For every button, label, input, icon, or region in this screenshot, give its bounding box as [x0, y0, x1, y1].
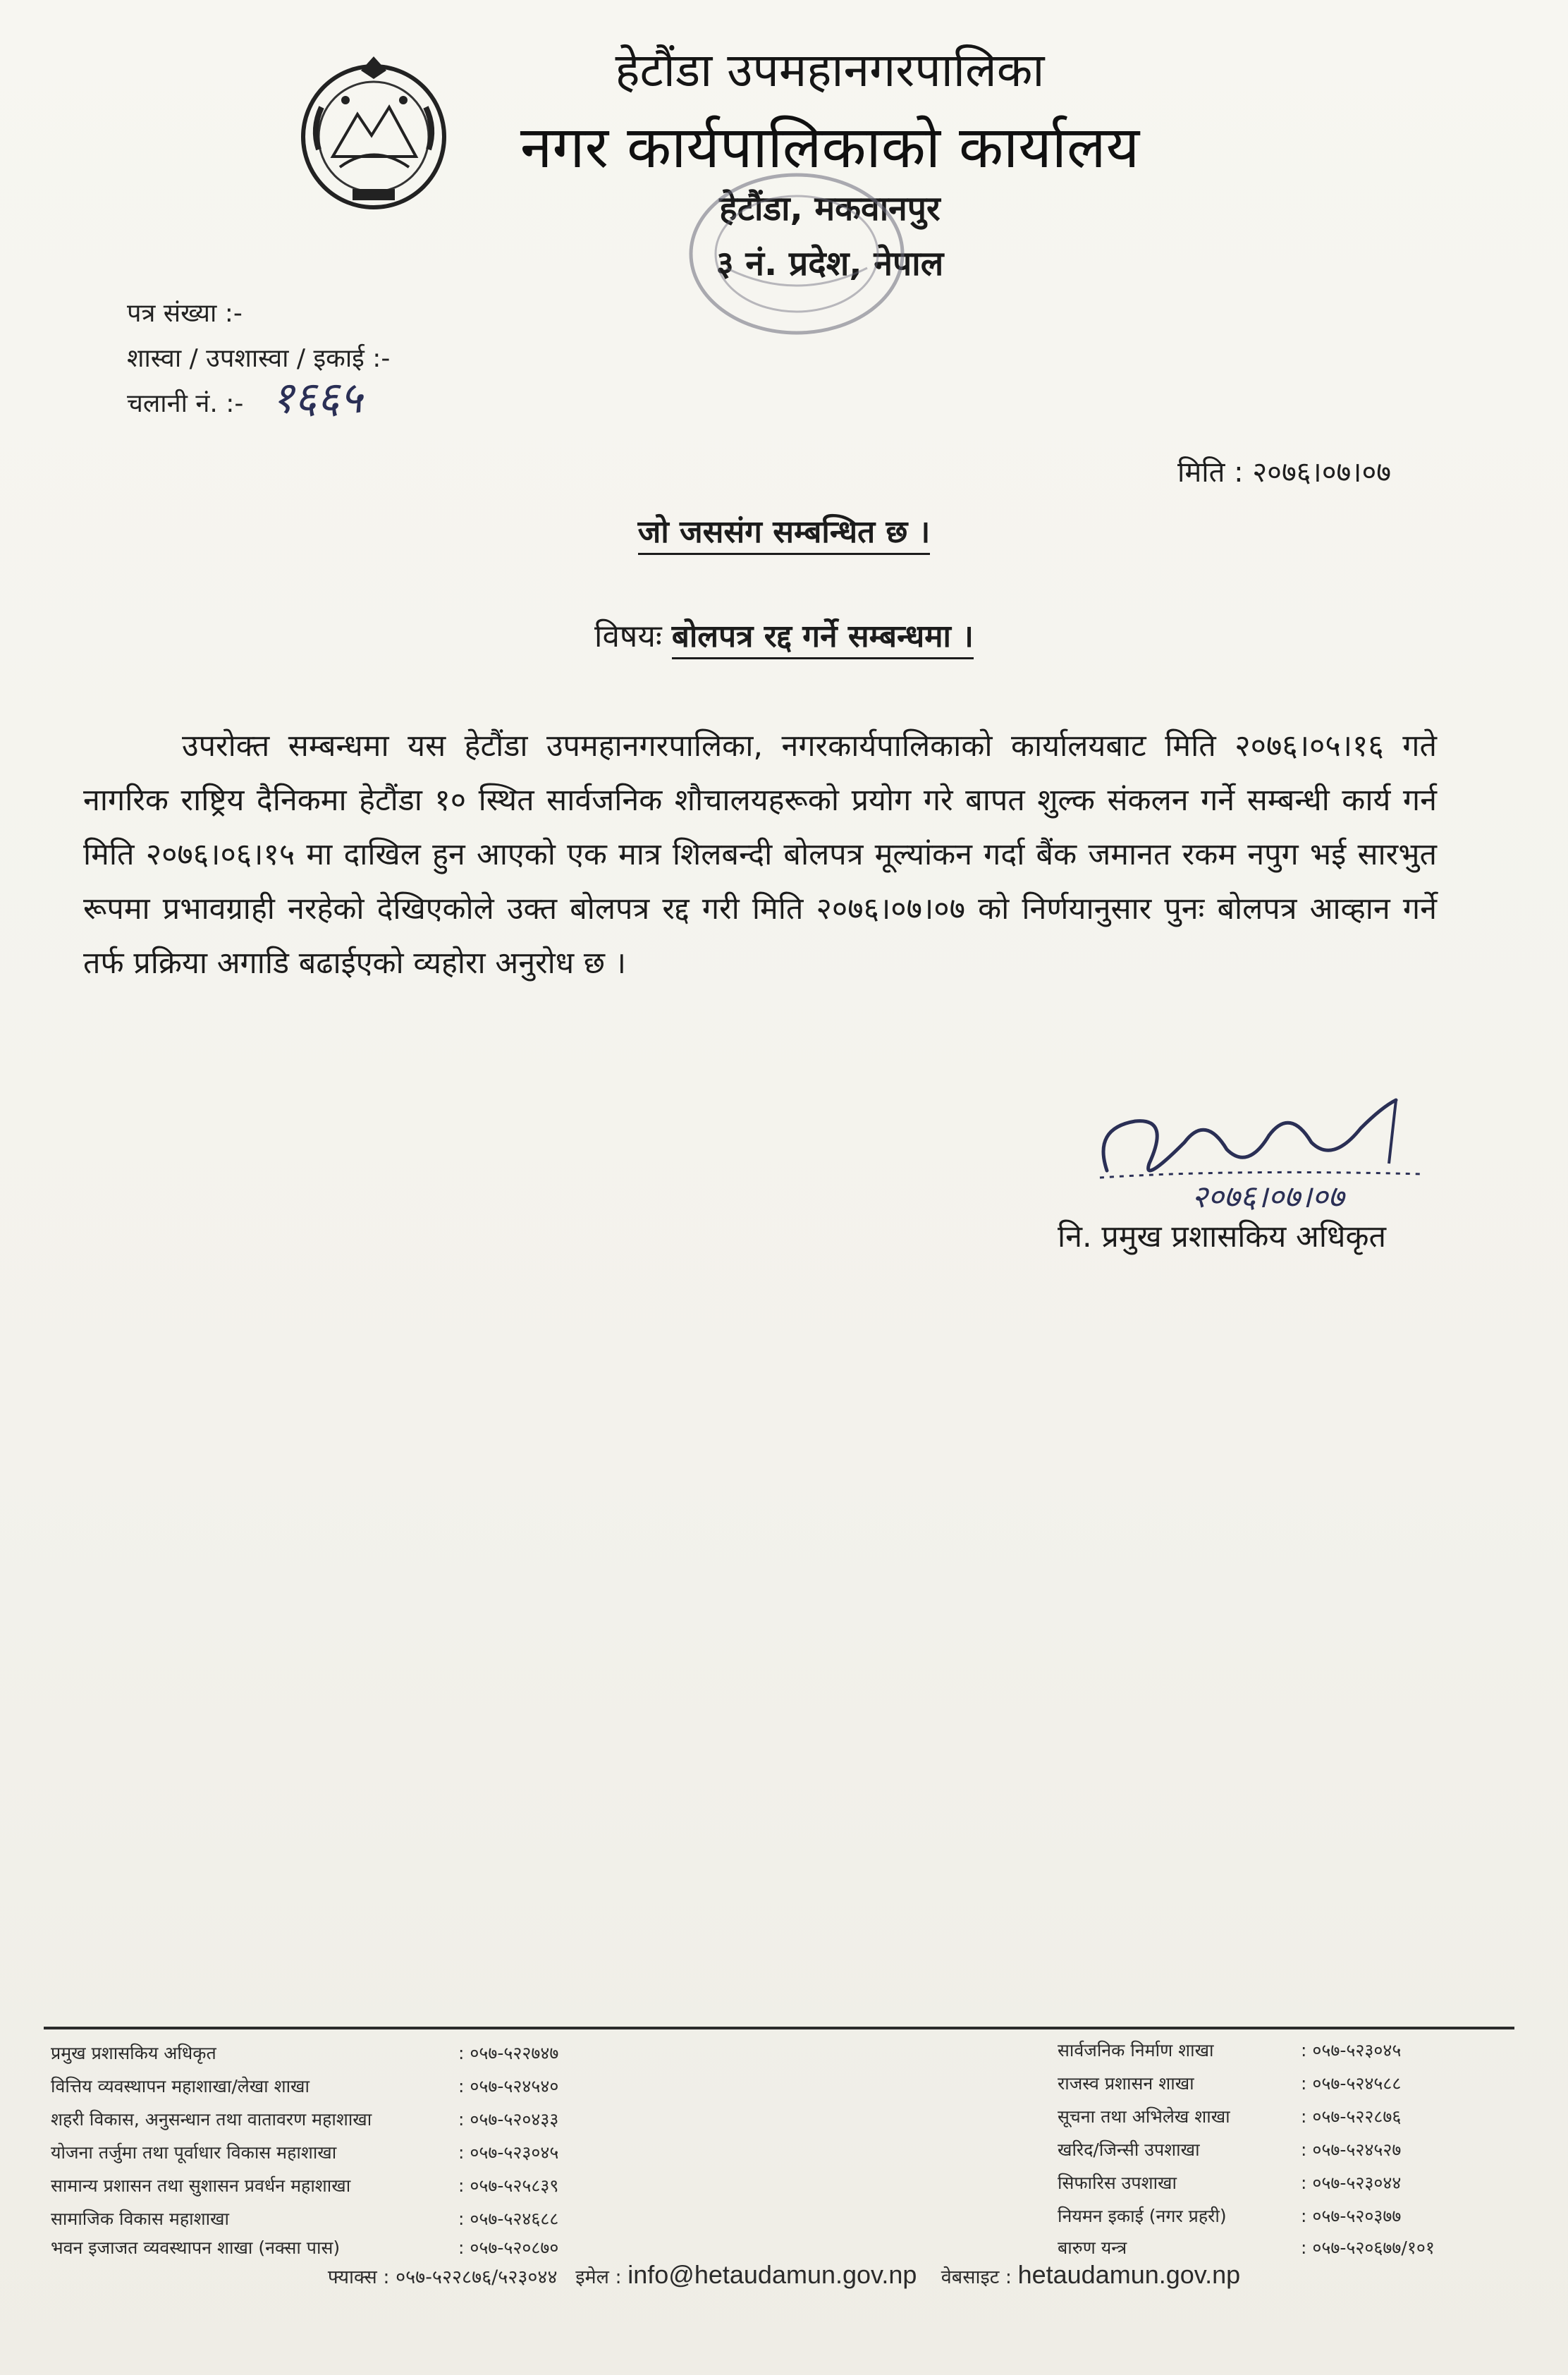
footer-left-label: वित्तिय व्यवस्थापन महाशाखा/लेखा शाखा — [51, 2076, 310, 2096]
letter-number-label: पत्र संख्या :- — [127, 299, 243, 328]
footer-left-number: : ०५७-५२२७४७ — [458, 2043, 559, 2063]
footer-right-label: राजस्व प्रशासन शाखा — [1058, 2073, 1194, 2094]
dispatch-number-label: चलानी नं. :- — [127, 389, 244, 418]
footer-right-label: सूचना तथा अभिलेख शाखा — [1058, 2106, 1230, 2127]
subject-line — [0, 613, 1568, 656]
subject-text: बोलपत्र रद्द गर्ने सम्बन्धमा । — [672, 618, 974, 659]
footer-contact-line — [0, 2260, 1568, 2290]
handwritten-signature — [1086, 1086, 1452, 1227]
website-label: वेबसाइट : — [941, 2266, 1012, 2288]
footer-left-label: प्रमुख प्रशासकिय अधिकृत — [51, 2043, 216, 2063]
addressee — [0, 509, 1568, 551]
office-location: हेटौंडा, मकवानपुर — [719, 189, 941, 228]
footer-right-label: नियमन इकाई (नगर प्रहरी) — [1058, 2206, 1227, 2226]
letter-date: मिति : २०७६।०७।०७ — [1177, 456, 1392, 489]
letter-body: उपरोक्त सम्बन्धमा यस हेटौंडा उपमहानगरपालिका, नगरकार्यपालिकाको कार्यालयबाट मिति २०७६।०५।१६ गते नागरिक राष्ट्रिय दैनिकमा हेटौंडा १० स्थित सार्वजनिक शौचालयहरूको प्रयोग गरे बापत शुल्क संकलन गर्ने सम्बन्धी कार्य गर्न मिति २०७६।०६।१५ मा दाखिल हुन आएको एक मात्र शिलबन्दी बोलपत्र मूल्यांकन गर्दा बैंक जमानत रकम नपुग भई सारभुत रूपमा प्रभावग्राही नरहेको देखिएकोले उक्त बोलपत्र रद्द गरी मिति २०७६।०७।०७ को निर्णयानुसार पुनः बोलपत्र आव्हान गर्ने तर्फ प्रक्रिया अगाडि बढाईएको व्यहोरा अनुरोध छ । — [83, 728, 1437, 981]
footer-left-number: : ०५७-५२४६८८ — [458, 2209, 559, 2229]
signature-date: २०७६।०७।०७ — [1192, 1179, 1345, 1215]
dispatch-number-handwritten: १६६५ — [271, 372, 362, 423]
footer-right-number: : ०५७-५२२८७६ — [1301, 2106, 1402, 2127]
municipality-name: हेटौंडा उपमहानगरपालिका — [615, 43, 1045, 97]
email-label: इमेल : — [575, 2266, 622, 2288]
footer-right-label: बारुण यन्त्र — [1058, 2237, 1127, 2258]
footer-right-label: सार्वजनिक निर्माण शाखा — [1058, 2040, 1214, 2060]
footer-right-number: : ०५७-५२०६७७/१०१ — [1301, 2237, 1435, 2258]
footer-left-number: : ०५७-५२३०४५ — [458, 2142, 559, 2163]
footer-right-number: : ०५७-५२०३७७ — [1301, 2206, 1402, 2226]
fax-number: फ्याक्स : ०५७-५२२८७६/५२३०४४ — [327, 2266, 558, 2288]
footer-left-number: : ०५७-५२५८३९ — [458, 2175, 559, 2196]
footer-right-number: : ०५७-५२३०४४ — [1301, 2173, 1402, 2193]
footer-right-number: : ०५७-५२४५८८ — [1301, 2073, 1402, 2094]
footer-right-label: खरिद/जिन्सी उपशाखा — [1058, 2139, 1200, 2160]
footer-left-label: भवन इजाजत व्यवस्थापन शाखा (नक्सा पास) — [51, 2237, 341, 2258]
office-province: ३ नं. प्रदेश, नेपाल — [716, 244, 944, 283]
footer-left-label: योजना तर्जुमा तथा पूर्वाधार विकास महाशाखा — [51, 2142, 337, 2163]
office-stamp — [677, 162, 917, 346]
footer-left-number: : ०५७-५२०४३३ — [458, 2109, 559, 2130]
addressee-text: जो जससंग सम्बन्धित छ । — [638, 514, 931, 555]
email-link[interactable]: info@hetaudamun.gov.np — [627, 2260, 917, 2289]
subject-label: विषयः — [594, 618, 662, 654]
footer-left-number: : ०५७-५२०८७० — [458, 2237, 559, 2258]
footer-right-number: : ०५७-५२४५२७ — [1301, 2139, 1402, 2160]
branch-label: शास्वा / उपशास्वा / इकाई :- — [127, 344, 391, 373]
footer-left-label: सामान्य प्रशासन तथा सुशासन प्रवर्धन महाशाखा — [51, 2175, 351, 2196]
footer-divider — [44, 2027, 1514, 2029]
footer-right-number: : ०५७-५२३०४५ — [1301, 2040, 1402, 2060]
footer-left-label: शहरी विकास, अनुसन्धान तथा वातावरण महाशाखा — [51, 2109, 372, 2130]
footer-left-number: : ०५७-५२४५४० — [458, 2076, 559, 2096]
footer-right-label: सिफारिस उपशाखा — [1058, 2173, 1177, 2193]
website-link[interactable]: hetaudamun.gov.np — [1017, 2260, 1241, 2289]
office-name: नगर कार्यपालिकाको कार्यालय — [520, 114, 1140, 181]
signatory-title: नि. प्रमुख प्रशासकिय अधिकृत — [1058, 1219, 1387, 1254]
footer-left-label: सामाजिक विकास महाशाखा — [51, 2209, 229, 2229]
